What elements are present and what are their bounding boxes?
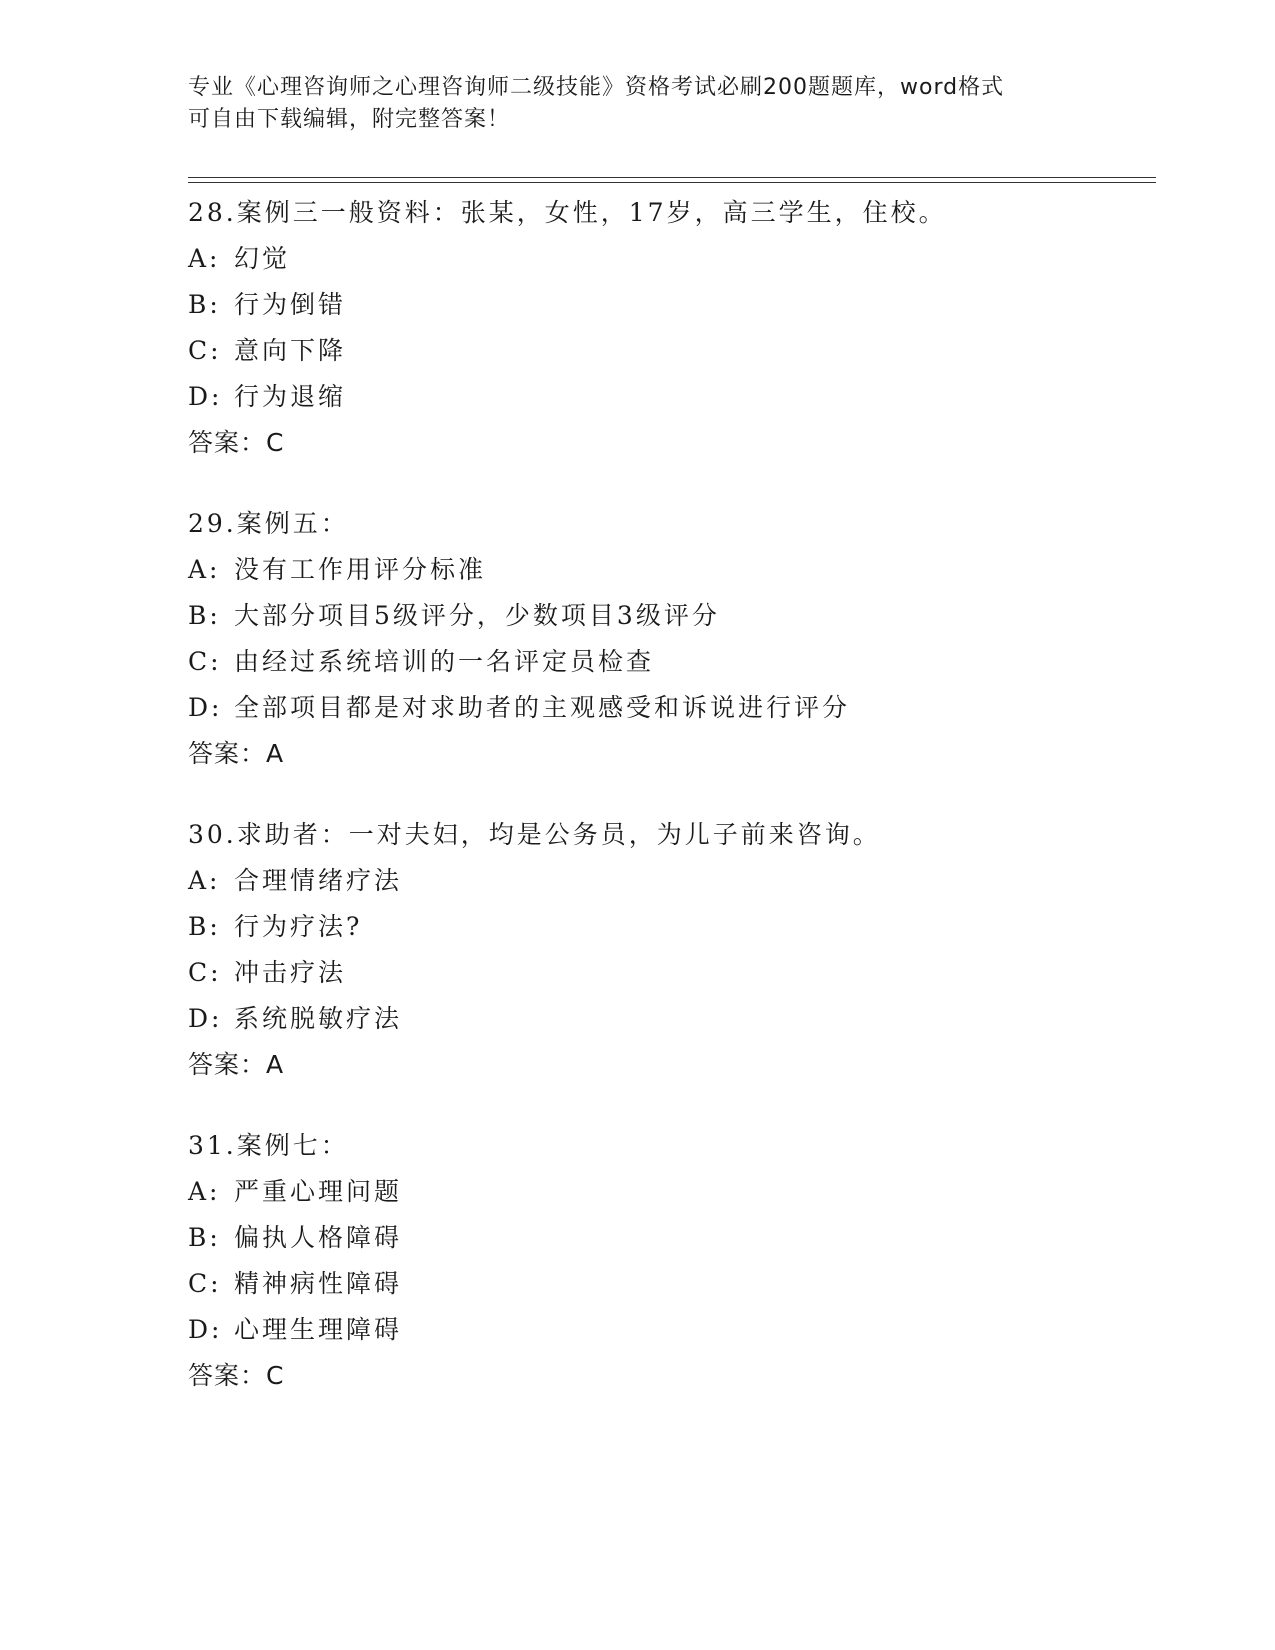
option-text: 意向下降 <box>234 336 347 365</box>
option-letter: B: <box>188 290 221 319</box>
option-c <box>188 950 1148 996</box>
question-stem: 31.案例七： <box>188 1131 349 1160</box>
option-c <box>188 1261 1148 1307</box>
option-letter: A: <box>188 555 221 584</box>
option-letter: A: <box>188 1177 221 1206</box>
question-stem: 29.案例五： <box>188 509 349 538</box>
option-text: 严重心理问题 <box>234 1177 403 1206</box>
option-b <box>188 904 1148 950</box>
option-text: 由经过系统培训的一名评定员检查 <box>234 647 655 676</box>
option-d <box>188 685 1148 731</box>
option-text: 全部项目都是对求助者的主观感受和诉说进行评分 <box>234 693 851 722</box>
option-letter: A: <box>188 244 221 273</box>
option-text: 行为退缩 <box>234 382 347 411</box>
option-letter: B: <box>188 1223 221 1252</box>
option-a <box>188 1169 1148 1215</box>
option-text: 行为疗法? <box>234 912 363 941</box>
question-29 <box>188 501 1148 777</box>
option-letter: D: <box>188 693 223 722</box>
option-letter: D: <box>188 382 223 411</box>
option-b <box>188 1215 1148 1261</box>
option-c <box>188 328 1148 374</box>
answer-line: 答案：A <box>188 739 285 768</box>
header-line-2: 可自由下载编辑，附完整答案！ <box>188 107 511 132</box>
option-d <box>188 1307 1148 1353</box>
option-letter: D: <box>188 1004 223 1033</box>
option-letter: C: <box>188 958 222 987</box>
option-d <box>188 374 1148 420</box>
answer-line: 答案：C <box>188 428 285 457</box>
document-header <box>188 72 1088 136</box>
question-stem: 30.求助者：一对夫妇，均是公务员，为儿子前来咨询。 <box>188 820 881 849</box>
option-a <box>188 236 1148 282</box>
question-28 <box>188 190 1148 466</box>
option-text: 心理生理障碍 <box>234 1315 403 1344</box>
option-text: 合理情绪疗法 <box>234 866 403 895</box>
option-text: 系统脱敏疗法 <box>234 1004 403 1033</box>
option-letter: C: <box>188 1269 222 1298</box>
question-31 <box>188 1123 1148 1399</box>
question-stem: 28.案例三一般资料：张某，女性，17岁，高三学生，住校。 <box>188 198 947 227</box>
answer-line: 答案：C <box>188 1361 285 1390</box>
option-text: 行为倒错 <box>234 290 347 319</box>
question-list <box>188 190 1148 1434</box>
option-letter: D: <box>188 1315 223 1344</box>
option-text: 冲击疗法 <box>234 958 347 987</box>
option-letter: A: <box>188 866 221 895</box>
option-text: 没有工作用评分标准 <box>234 555 487 584</box>
option-a <box>188 547 1148 593</box>
option-c <box>188 639 1148 685</box>
option-b <box>188 593 1148 639</box>
header-divider-bottom <box>188 182 1156 183</box>
header-divider-top <box>188 177 1156 178</box>
option-letter: C: <box>188 647 222 676</box>
option-text: 大部分项目5级评分，少数项目3级评分 <box>234 601 720 630</box>
option-d <box>188 996 1148 1042</box>
option-letter: B: <box>188 601 221 630</box>
option-text: 精神病性障碍 <box>234 1269 403 1298</box>
question-30 <box>188 812 1148 1088</box>
option-letter: B: <box>188 912 221 941</box>
option-letter: C: <box>188 336 222 365</box>
option-a <box>188 858 1148 904</box>
header-line-1: 专业《心理咨询师之心理咨询师二级技能》资格考试必刷200题题库，word格式 <box>188 75 1005 100</box>
option-b <box>188 282 1148 328</box>
answer-line: 答案：A <box>188 1050 285 1079</box>
option-text: 偏执人格障碍 <box>234 1223 403 1252</box>
option-text: 幻觉 <box>234 244 291 273</box>
